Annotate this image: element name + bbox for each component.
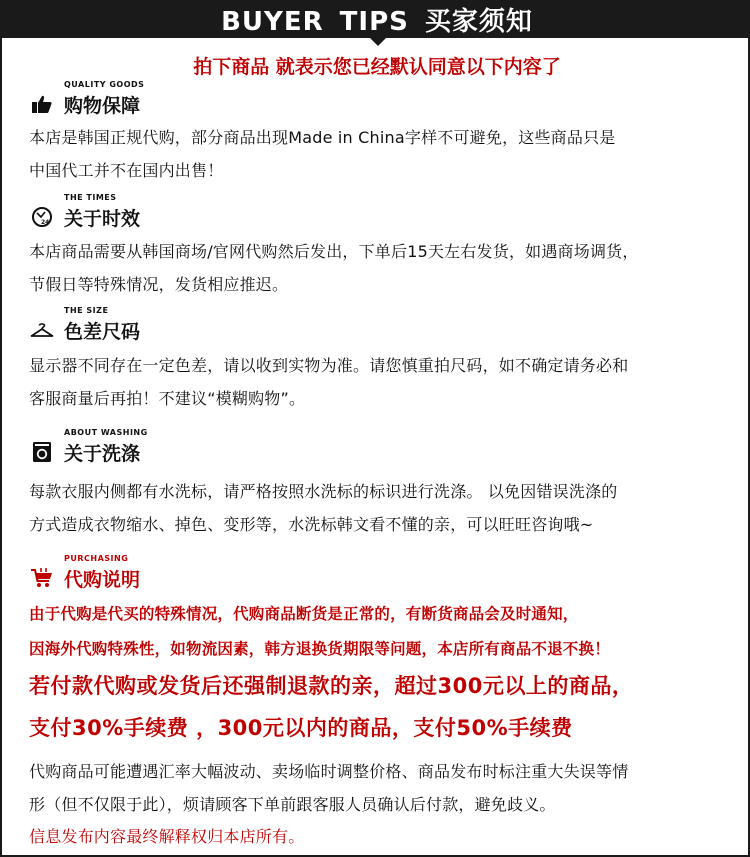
paragraph-line: 节假日等特殊情况，发货相应推迟。 [29, 275, 289, 294]
section-subtitle: ABOUT WASHING [64, 428, 148, 437]
section-subtitle: QUALITY GOODS [64, 80, 145, 89]
section-subtitle: THE SIZE [64, 306, 109, 315]
paragraph-line: 每款衣服内侧都有水洗标，请严格按照水洗标的标识进行洗涤。 以免因错误洗涤的 [29, 482, 618, 501]
section-title: 关于时效 [64, 208, 141, 230]
title-pointer [370, 38, 386, 46]
paragraph-line: 显示器不同存在一定色差，请以收到实物为准。请您慎重拍尺码，如不确定请务必和 [29, 356, 629, 375]
shopping-cart-icon [29, 566, 55, 590]
section-subtitle: THE TIMES [64, 193, 117, 202]
refund-fee-line: 若付款代购或发货后还强制退款的亲，超过300元以上的商品， [29, 674, 634, 698]
section-subtitle: PURCHASING [64, 554, 129, 563]
svg-text:24: 24 [41, 219, 50, 226]
section-title: 色差尺码 [64, 321, 141, 343]
section-title: 代购说明 [64, 569, 141, 591]
paragraph-line: 形（但不仅限于此），烦请顾客下单前跟客服人员确认后付款，避免歧义。 [29, 795, 556, 814]
paragraph-line: 本店是韩国正规代购，部分商品出现Made in China字样不可避免，这些商品只是 [29, 128, 616, 147]
section-title: 购物保障 [64, 95, 141, 117]
washing-machine-icon [29, 440, 55, 464]
thumbs-up-icon [29, 92, 55, 116]
paragraph-line: 由于代购是代买的特殊情况，代购商品断货是正常的，有断货商品会及时通知， [29, 605, 579, 623]
paragraph-line: 本店商品需要从韩国商场/官网代购然后发出，下单后15天左右发货，如遇商场调货， [29, 242, 639, 261]
paragraph-line: 代购商品可能遭遇汇率大幅波动、卖场临时调整价格、商品发布时标注重大失误等情 [29, 762, 629, 781]
paragraph-line: 因海外代购特殊性，如物流因素，韩方退换货期限等问题，本店所有商品不退不换！ [29, 640, 610, 658]
page-title: BUYER TIPS 买家须知 [2, 0, 750, 38]
24-hour-clock-icon [29, 205, 55, 229]
paragraph-line: 方式造成衣物缩水、掉色、变形等，水洗标韩文看不懂的亲，可以旺旺咨询哦~ [29, 515, 594, 534]
paragraph-line: 中国代工并不在国内出售！ [29, 161, 224, 180]
refund-fee-line: 支付30%手续费 ，300元以内的商品，支付50%手续费 [29, 716, 573, 740]
section-title: 关于洗涤 [64, 443, 141, 465]
agreement-notice: 拍下商品 就表示您已经默认同意以下内容了 [193, 56, 561, 78]
disclaimer-line: 信息发布内容最终解释权归本店所有。 [29, 827, 305, 846]
hanger-icon [29, 318, 55, 342]
paragraph-line: 客服商量后再拍！不建议“模糊购物”。 [29, 389, 306, 408]
